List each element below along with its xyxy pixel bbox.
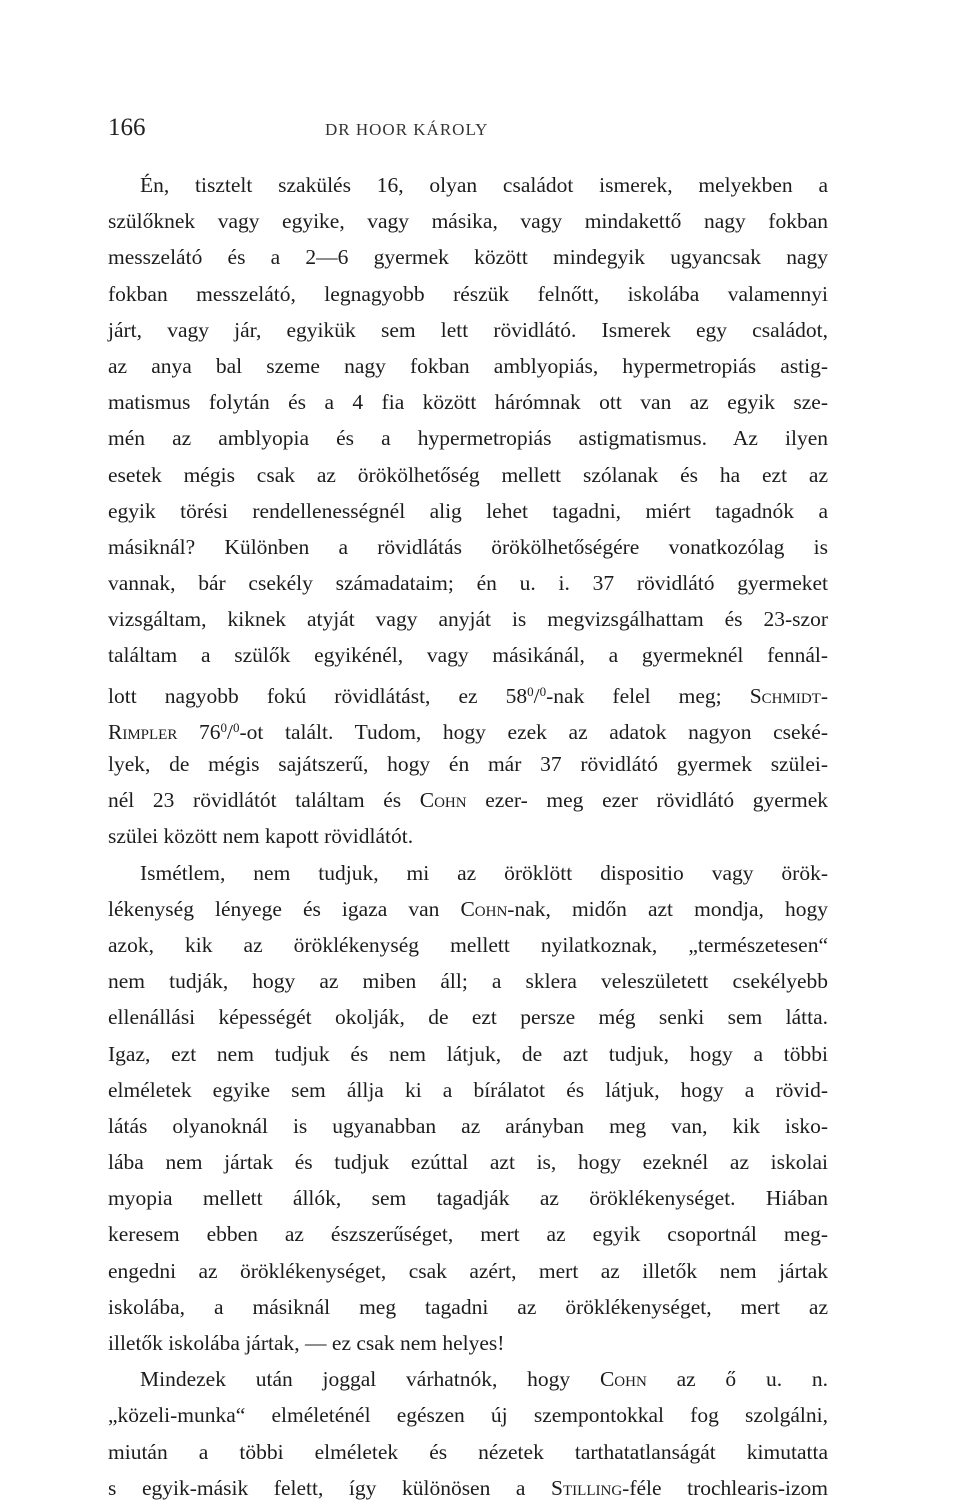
text-line: járt, vagy jár, egyikük sem lett rövidlátó. Ismerek egy családot, [108, 317, 828, 342]
text-line: illetők iskolába jártak, — ez csak nem helyes! [108, 1331, 505, 1355]
text-line: lyek, de mégis sajátszerű, hogy én már 37 rövidlátó gyermek szülei- [108, 752, 828, 776]
text-line: keresem ebben az észszerűséget, mert az egyik csoportnál meg- [108, 1222, 828, 1247]
text-line: Ismétlem, nem tudjuk, mi az öröklött dispositio vagy örök- [140, 860, 828, 885]
text-line: fokban messzelátó, legnagyobb részük felnőtt, iskolába valamennyi [108, 281, 828, 306]
text-line: azok, kik az öröklékenység mellett nyilatkoznak, „természetesen“ [108, 932, 828, 957]
text-line: lékenység lényege és igaza van Cohn-nak, midőn azt mondja, hogy [108, 896, 829, 921]
text-line: nél 23 rövidlátót találtam és Cohn ezer- meg ezer rövidlátó gyermek [108, 788, 828, 813]
text-line: „közeli-munka“ elméleténél egészen új szempontokkal fog szolgálni, [108, 1403, 828, 1428]
text-line: matismus folytán és a 4 fia között hárómnak ott van az egyik sze- [108, 390, 828, 415]
body-text [108, 167, 828, 1506]
text-line: Igaz, ezt nem tudjuk és nem látjuk, de azt tudjuk, hogy a többi [108, 1041, 828, 1066]
text-line: lába nem jártak és tudjuk ezúttal azt is, hogy ezeknél az iskolai [108, 1150, 828, 1175]
text-line: Mindezek után joggal várhatnók, hogy Cohn az ő u. n. [140, 1367, 828, 1392]
text-line: látás olyanoknál is ugyanabban az arányban meg van, kik isko- [108, 1113, 828, 1138]
text-line: myopia mellett állók, sem tagadják az öröklékenységet. Hiában [108, 1186, 828, 1211]
text-line: szülőknek vagy egyike, vagy másika, vagy mindakettő nagy fokban [108, 209, 828, 234]
text-line: Rimpler $76^0/^0-ot$ talált. Tudom, hogy ezek az adatok nagyon cseké- [108, 719, 828, 744]
text-line: Én, tisztelt szakülés 16, olyan családot ismerek, melyekben a [140, 173, 828, 197]
text-line: miután a többi elméletek és nézetek tarthatatlanságát kimutatta [108, 1439, 828, 1464]
text-line: elméletek egyike sem állja ki a bírálatot és látjuk, hogy a rövid- [108, 1077, 828, 1102]
text-line: egyik törési rendellenességnél alig lehet tagadni, miért tagadnók a [108, 498, 828, 523]
page-header [108, 114, 828, 150]
text-line: s egyik-másik felett, így különösen a Stilling-féle trochlearis-izom [108, 1475, 828, 1500]
text-line: másiknál? Különben a rövidlátás örökölhetőségére vonatkozólag is [108, 534, 828, 559]
text-line: nem tudják, hogy az miben áll; a sklera veleszületett csekélyebb [108, 969, 828, 994]
text-line: lott nagyobb fokú rövidlátást, ez $58^0/^0$-nak felel meg; Schmidt- [108, 683, 829, 708]
text-line: iskolába, a másiknál meg tagadni az öröklékenységet, mert az [108, 1294, 828, 1319]
text-line: ellenállási képességét okolják, de ezt persze még senki sem látta. [108, 1005, 828, 1030]
text-line: szülei között nem kapott rövidlátót. [108, 824, 414, 849]
text-line: esetek mégis csak az örökölhetőség mellett szólanak és ha ezt az [108, 462, 828, 487]
running-head: DR HOOR KÁROLY [325, 120, 489, 139]
text-line: engedni az öröklékenységet, csak azért, mert az illetők nem jártak [108, 1258, 828, 1283]
text-line: találtam a szülők egyikénél, vagy másikánál, a gyermeknél fennál- [108, 643, 828, 668]
text-line: vizsgáltam, kiknek atyját vagy anyját is megvizsgálhattam és 23-szor [108, 607, 828, 632]
text-line: mén az amblyopia és a hypermetropiás astigmatismus. Az ilyen [108, 426, 828, 451]
text-line: messzelátó és a 2—6 gyermek között mindegyik ugyancsak nagy [108, 245, 828, 270]
page-number: 166 [108, 114, 146, 141]
text-line: az anya bal szeme nagy fokban amblyopiás, hypermetropiás astig- [108, 353, 828, 378]
text-line: vannak, bár csekély számadataim; én u. i. 37 rövidlátó gyermeket [108, 571, 828, 596]
